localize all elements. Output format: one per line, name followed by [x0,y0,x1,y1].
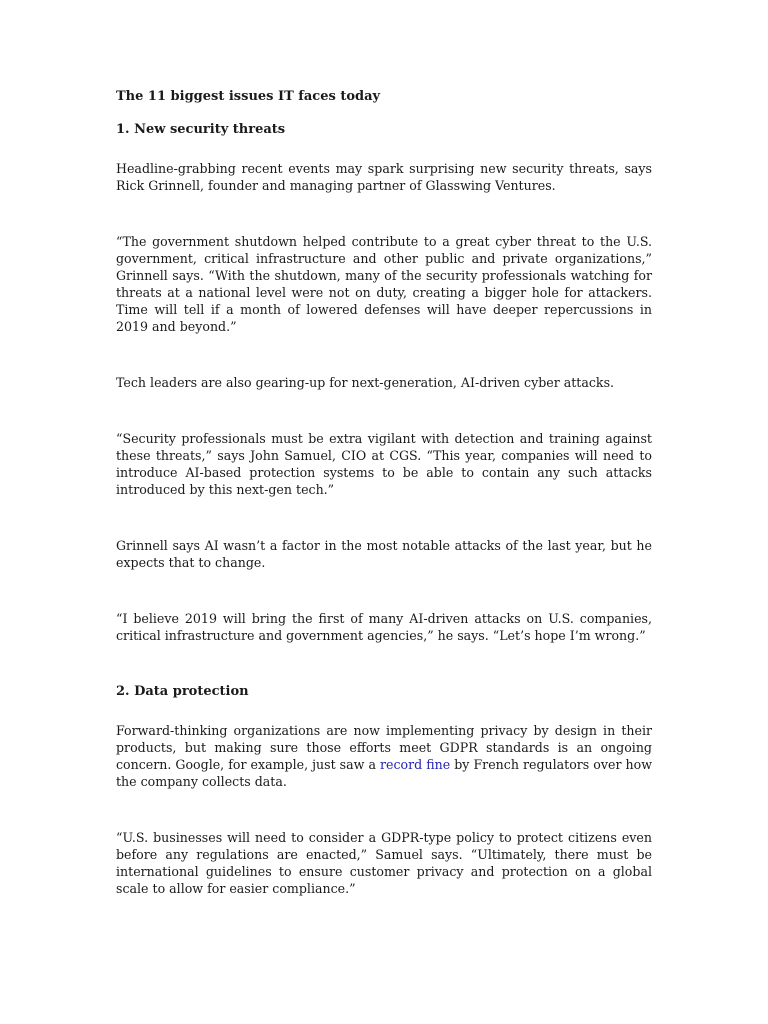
quote-paragraph: “The government shutdown helped contribute to a great cyber threat to the U.S. government, critical infrastructure and other public and private organizations,” Grinnell says. “With the shutdown, many of the security professionals watching for threats at a national level were not on duty, creating a bigger hole for attackers. Time will tell if a month of lowered defenses will have deeper repercussions in 2019 and beyond.” [116,234,652,334]
quote-paragraph: “U.S. businesses will need to consider a GDPR-type policy to protect citizens even before any regulations are enacted,” Samuel says. “Ultimately, there must be international guidelines to ensure customer privacy and protection on a global scale to allow for easier compliance.” [116,830,652,896]
paragraph-spacer [116,335,652,374]
paragraph: Headline-grabbing recent events may spark surprising new security threats, says Rick Grinnell, founder and managing partner of Glasswing Ventures. [116,161,652,193]
paragraph-text: Forward-thinking organizations are now implementing privacy by design in their products, but making sure those efforts meet GDPR standards is an ongoing concern. Google, for example, just saw a [116,723,652,772]
paragraph-spacer [116,498,652,537]
section-heading-data-protection: 2. Data protection [116,684,249,699]
record-fine-link[interactable]: record fine [380,757,451,772]
paragraph: Grinnell says AI wasn’t a factor in the most notable attacks of the last year, but he expects that to change. [116,538,652,570]
document-body [116,88,652,897]
paragraph-spacer [116,644,652,683]
paragraph: Tech leaders are also gearing-up for next-generation, AI-driven cyber attacks. [116,375,615,390]
paragraph-with-link [116,722,652,790]
paragraph-spacer [116,790,652,829]
quote-paragraph: “Security professionals must be extra vigilant with detection and training against these threats,” says John Samuel, CIO at CGS. “This year, companies will need to introduce AI-based protection systems to be able to contain any such attacks introduced by this next-gen tech.” [116,431,652,497]
document-title: The 11 biggest issues IT faces today [116,89,381,104]
paragraph-spacer [116,194,652,233]
quote-paragraph: “I believe 2019 will bring the first of many AI-driven attacks on U.S. companies, critical infrastructure and government agencies,” he says. “Let’s hope I’m wrong.” [116,611,652,643]
section-heading-security: 1. New security threats [116,122,286,137]
paragraph-spacer [116,571,652,610]
paragraph-text: by French regulators over how the company collects data. [116,757,652,789]
paragraph-spacer [116,391,652,430]
